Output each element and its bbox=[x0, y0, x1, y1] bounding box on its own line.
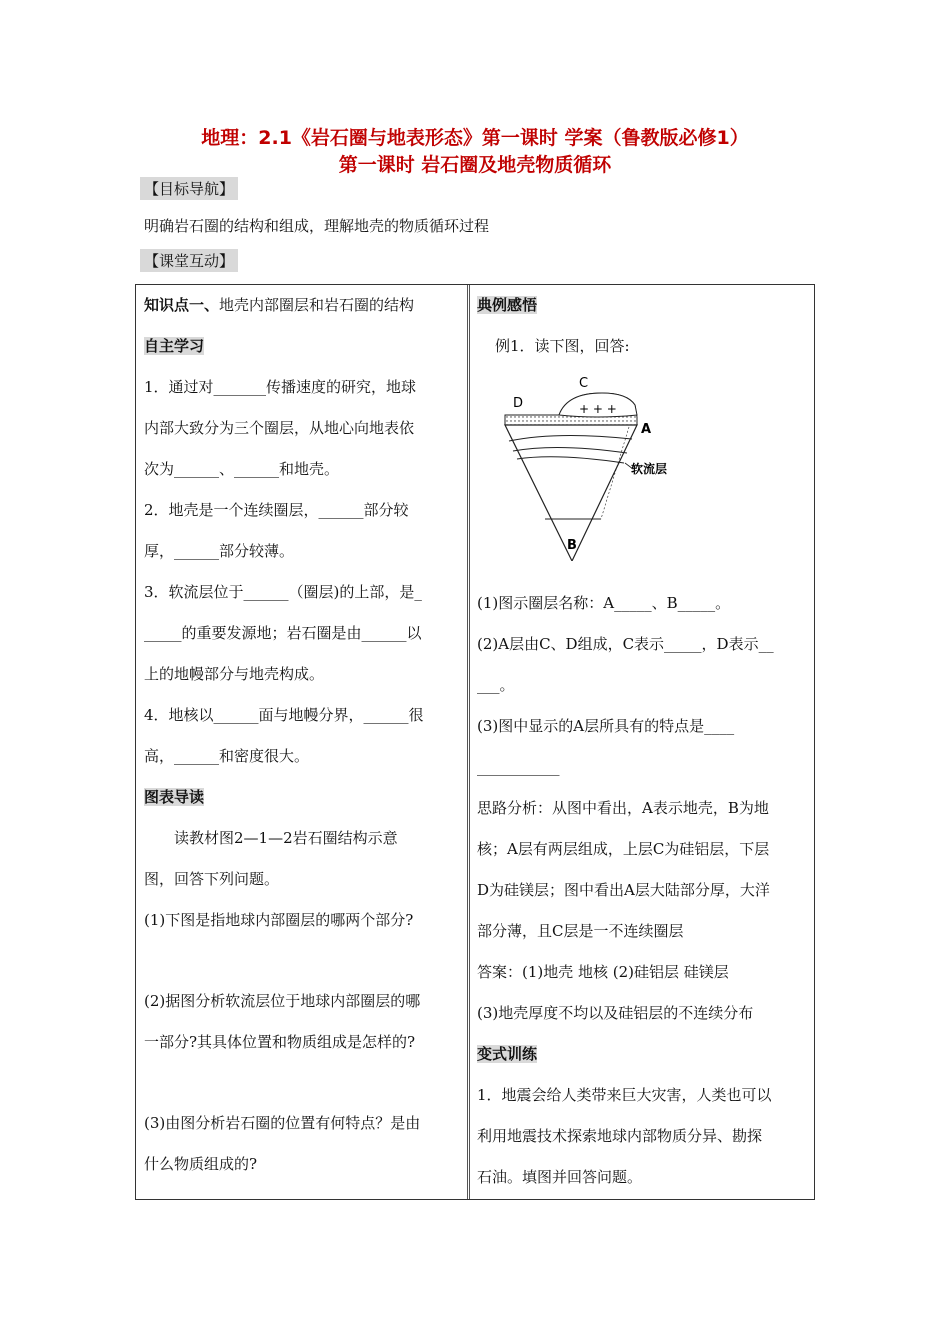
label-c: C bbox=[579, 376, 589, 391]
question-4-line-2: 高，______和密度很大。 bbox=[144, 747, 310, 765]
chart-read-line-1: 读教材图2—1—2岩石圈结构示意 bbox=[174, 829, 398, 847]
goal-text: 明确岩石圈的结构和组成，理解地壳的物质循环过程 bbox=[144, 217, 490, 235]
lithosphere-cone-diagram bbox=[497, 371, 697, 561]
example-q3-line-1: (3)图中显示的A层所具有的特点是____ bbox=[477, 717, 735, 735]
self-study-heading: 自主学习 bbox=[144, 337, 205, 355]
label-b: B bbox=[567, 538, 577, 553]
example-q3-line-2: ___________ bbox=[477, 758, 560, 776]
analysis-line-1: 思路分析：从图中看出，A表示地壳，B为地 bbox=[477, 799, 769, 817]
kp-title: 知识点一、 bbox=[144, 296, 220, 314]
goal-heading: 【目标导航】 bbox=[140, 177, 238, 200]
question-1-line-2: 内部大致分为三个圈层，从地心向地表依 bbox=[144, 419, 415, 437]
label-asthenosphere: 软流层 bbox=[631, 462, 668, 476]
left-column bbox=[144, 285, 459, 1185]
label-a: A bbox=[641, 422, 652, 437]
right-column bbox=[477, 285, 807, 1198]
problem-3-line-2: 什么物质组成的? bbox=[144, 1155, 258, 1173]
example-q1: (1)图示圈层名称：A_____、B_____。 bbox=[477, 594, 731, 612]
analysis-line-4: 部分薄，且C层是一不连续圈层 bbox=[477, 922, 684, 940]
question-1-line-3: 次为______、______和地壳。 bbox=[144, 460, 340, 478]
example-q2-line-2: ___。 bbox=[477, 676, 515, 694]
variant-training-heading: 变式训练 bbox=[477, 1045, 538, 1063]
example-1-prompt: 例1．读下图，回答: bbox=[495, 337, 630, 355]
document-title: 地理：2.1《岩石圈与地表形态》第一课时 学案（鲁教版必修1） bbox=[201, 127, 749, 149]
problem-2-line-2: 一部分?其具体位置和物质组成是怎样的? bbox=[144, 1033, 416, 1051]
problem-1: (1)下图是指地球内部圈层的哪两个部分? bbox=[144, 911, 414, 929]
example-heading: 典例感悟 bbox=[477, 296, 538, 314]
variant-q1-line-3: 石油。填图并回答问题。 bbox=[477, 1168, 643, 1186]
question-4-line-1: 4．地核以______面与地幔分界，______很 bbox=[144, 706, 424, 724]
class-heading: 【课堂互动】 bbox=[140, 249, 238, 272]
chart-read-line-2: 图，回答下列问题。 bbox=[144, 870, 280, 888]
question-2-line-1: 2．地壳是一个连续圈层，______部分较 bbox=[144, 501, 409, 519]
plus-marks: + + + bbox=[579, 402, 617, 416]
question-3-line-2: _____的重要发源地；岩石圈是由______以 bbox=[144, 624, 422, 642]
column-divider bbox=[467, 285, 470, 1199]
label-d: D bbox=[513, 396, 524, 411]
question-3-line-3: 上的地幔部分与地壳构成。 bbox=[144, 665, 325, 683]
variant-q1-line-2: 利用地震技术探索地球内部物质分异、勘探 bbox=[477, 1127, 763, 1145]
problem-3-line-1: (3)由图分析岩石圈的位置有何特点？是由 bbox=[144, 1114, 421, 1132]
variant-q1-line-1: 1．地震会给人类带来巨大灾害，人类也可以 bbox=[477, 1086, 772, 1104]
analysis-line-3: D为硅镁层；图中看出A层大陆部分厚，大洋 bbox=[477, 881, 770, 899]
answer-line-1: 答案：(1)地壳 地核 (2)硅铝层 硅镁层 bbox=[477, 963, 729, 981]
lesson-table bbox=[135, 284, 815, 1200]
document-subtitle: 第一课时 岩石圈及地壳物质循环 bbox=[338, 154, 612, 176]
question-1-line-1: 1．通过对_______传播速度的研究，地球 bbox=[144, 378, 417, 396]
chart-guide-heading: 图表导读 bbox=[144, 788, 205, 806]
knowledge-point-heading bbox=[144, 285, 459, 326]
question-2-line-2: 厚，______部分较薄。 bbox=[144, 542, 295, 560]
problem-2-line-1: (2)据图分析软流层位于地球内部圈层的哪 bbox=[144, 992, 421, 1010]
analysis-line-2: 核；A层有两层组成，上层C为硅铝层，下层 bbox=[477, 840, 770, 858]
question-3-line-1: 3．软流层位于______（圈层)的上部，是_ bbox=[144, 583, 422, 601]
kp-rest: 地壳内部圈层和岩石圈的结构 bbox=[219, 296, 415, 314]
example-q2-line-1: (2)A层由C、D组成，C表示_____，D表示__ bbox=[477, 635, 774, 653]
answer-line-2: (3)地壳厚度不均以及硅铝层的不连续分布 bbox=[477, 1004, 754, 1022]
